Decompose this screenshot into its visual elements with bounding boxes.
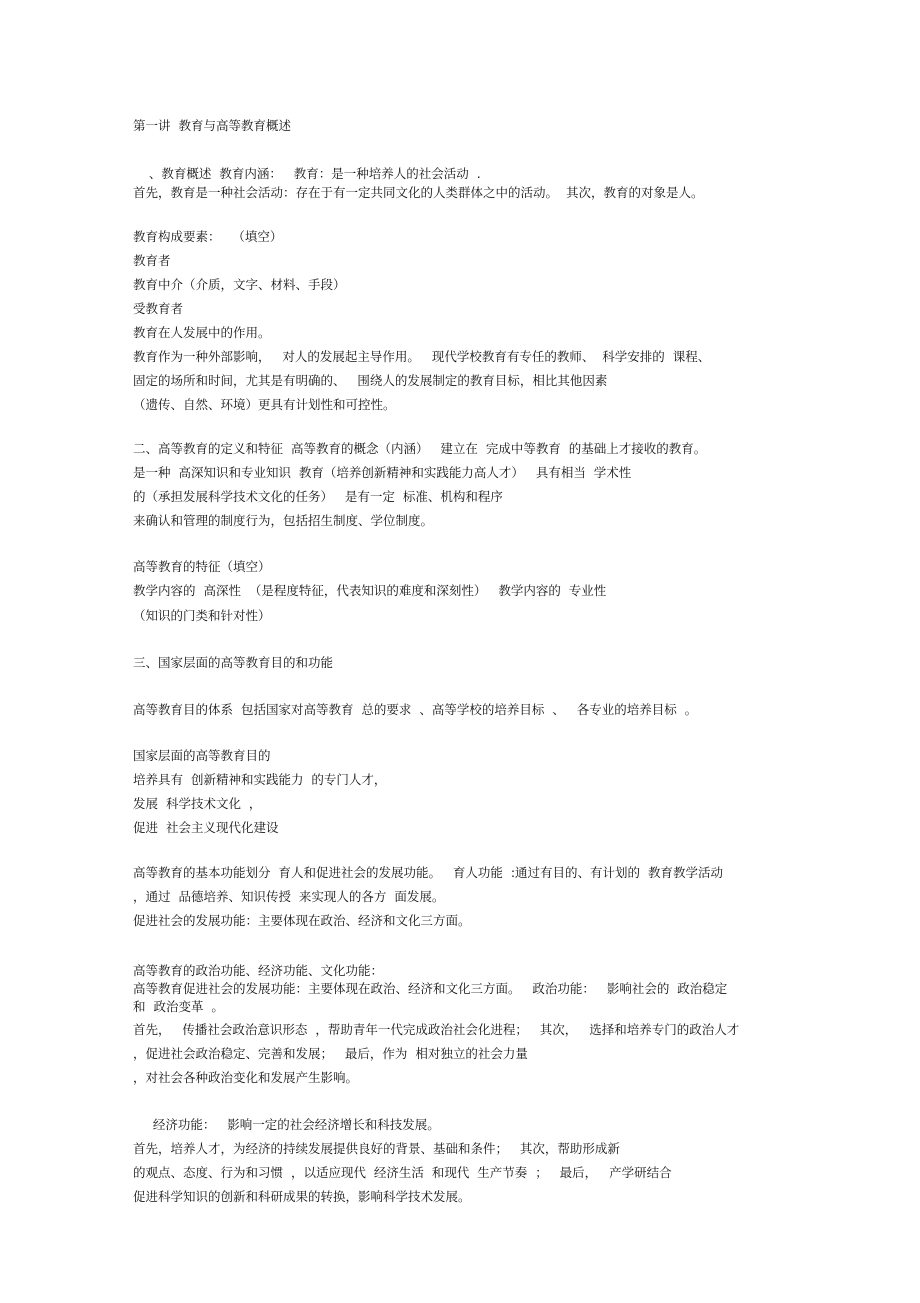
- text-line: 教育构成要素： （填空）: [133, 229, 283, 244]
- text-line: ，促进社会政治稳定、完善和发展； 最后，作为 相对独立的社会力量: [133, 1046, 528, 1061]
- text-line: 促进科学知识的创新和科研成果的转换，影响科学技术发展。: [133, 1189, 471, 1204]
- text-line: ，对社会各种政治变化和发展产生影响。: [133, 1070, 359, 1085]
- text-line: 国家层面的高等教育目的: [133, 748, 271, 763]
- lecture-title: 第一讲 教育与高等教育概述: [133, 118, 291, 133]
- text-line: 教育者: [133, 253, 171, 268]
- section-heading: 二、高等教育的定义和特征 高等教育的概念（内涵） 建立在 完成中等教育 的基础上才接收的教育。: [133, 441, 707, 456]
- text-line: 高等教育促进社会的发展功能：主要体现在政治、经济和文化三方面。 政治功能： 影响社会的 政治稳定: [133, 981, 728, 996]
- text-line: 是一种 高深知识和专业知识 教育（培养创新精神和实践能力高人才） 具有相当 学术性: [133, 465, 632, 480]
- text-line: 培养具有 创新精神和实践能力 的专门人才，: [133, 772, 387, 787]
- text-line: （遗传、自然、环境）更具有计划性和可控性。: [133, 397, 396, 412]
- text-line: 教育作为一种外部影响， 对人的发展起主导作用。 现代学校教育有专任的教师、 科学安排的 课程、: [133, 349, 711, 364]
- text-line: 教学内容的 高深性 （是程度特征，代表知识的难度和深刻性） 教学内容的 专业性: [133, 583, 607, 598]
- text-line: 高等教育的基本功能划分 育人和促进社会的发展功能。 育人功能 :通过有目的、有计划的 教育教学活动: [133, 865, 723, 880]
- text-line: （知识的门类和针对性）: [133, 608, 271, 623]
- text-line: 教育在人发展中的作用。: [133, 325, 271, 340]
- text-line: 经济功能： 影响一定的社会经济增长和科技发展。: [133, 1117, 440, 1132]
- text-line: 促进 社会主义现代化建设: [133, 820, 279, 835]
- text-line: 来确认和管理的制度行为，包括招生制度、学位制度。: [133, 513, 434, 528]
- text-line: 的观点、态度、行为和习惯 ，以适应现代 经济生活 和现代 生产节奏 ； 最后， 产学研结合: [133, 1165, 672, 1180]
- text-line: 受教育者: [133, 301, 184, 316]
- text-line: 高等教育的政治功能、经济功能、文化功能：: [133, 963, 384, 978]
- text-line: 教育中介（介质，文字、材料、手段）: [133, 277, 346, 292]
- text-line: ，通过 品德培养、知识传授 来实现人的各方 面发展。: [133, 889, 445, 904]
- text-line: 高等教育目的体系 包括国家对高等教育 总的要求 、高等学校的培养目标 、 各专业的培养目标 。: [133, 702, 698, 717]
- text-line: 促进社会的发展功能：主要体现在政治、经济和文化三方面。: [133, 913, 471, 928]
- text-line: 发展 科学技术文化 ，: [133, 796, 262, 811]
- text-line: 的（承担发展科学技术文化的任务） 是有一定 标准、机构和程序: [133, 489, 503, 504]
- text-line: 高等教育的特征（填空）: [133, 559, 271, 574]
- text-line: 固定的场所和时间，尤其是有明确的、 围绕人的发展制定的教育目标，相比其他因素: [133, 373, 608, 388]
- text-line: 、教育概述 教育内涵： 教育：是一种培养人的社会活动 .: [133, 166, 481, 181]
- text-line: 首先， 传播社会政治意识形态 ，帮助青年一代完成政治社会化进程； 其次， 选择和培养专门的政治人才: [133, 1022, 740, 1037]
- text-line: 首先，培养人才，为经济的持续发展提供良好的背景、基础和条件； 其次，帮助形成新: [133, 1141, 620, 1156]
- section-heading: 三、国家层面的高等教育目的和功能: [133, 655, 334, 670]
- text-line: 首先，教育是一种社会活动：存在于有一定共同文化的人类群体之中的活动。 其次，教育的对象是人。: [133, 185, 704, 200]
- text-line: 和 政治变革 。: [133, 999, 224, 1014]
